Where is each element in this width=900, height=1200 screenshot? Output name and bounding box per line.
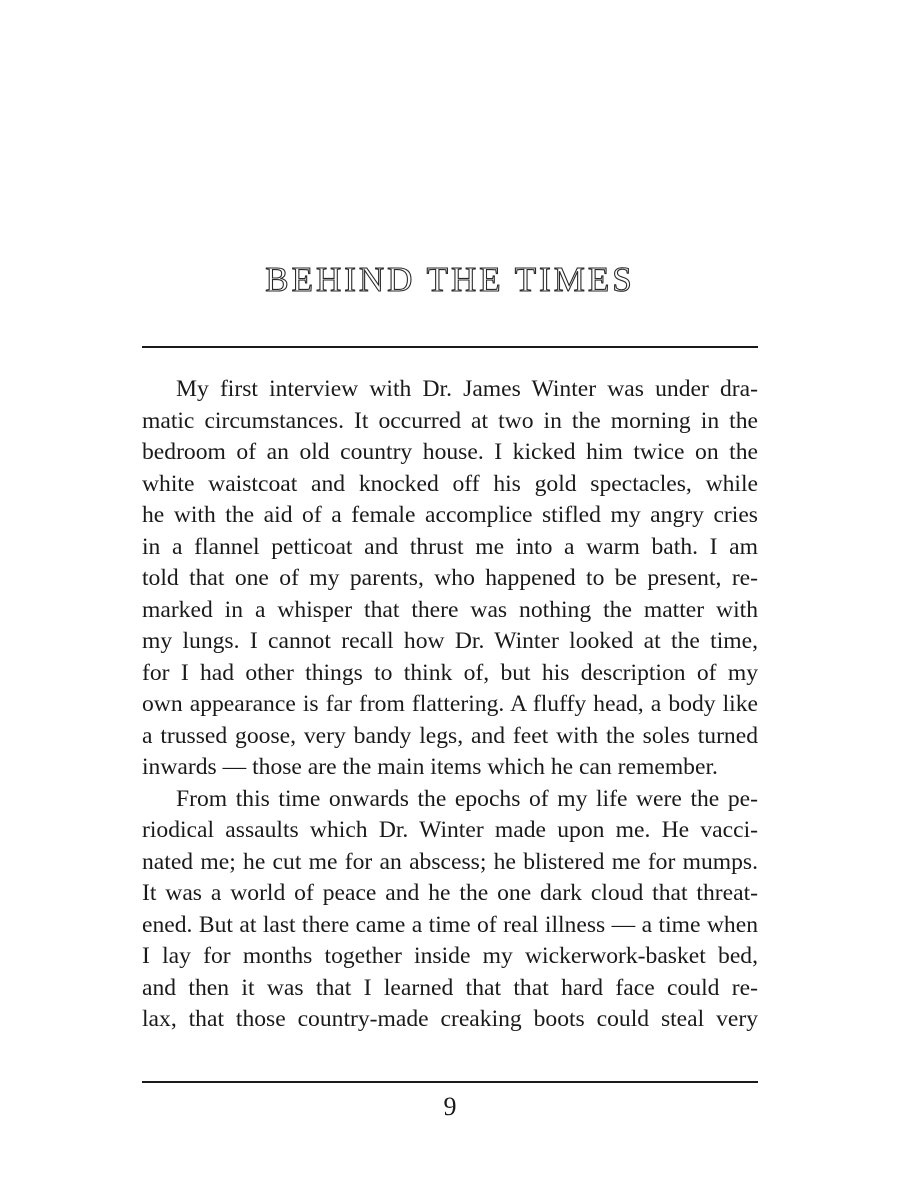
text-line: riodical assaults which Dr. Winter made upon me. He vacci- (142, 817, 758, 843)
text-line: inwards — those are the main items which he can remember. (142, 754, 718, 780)
text-line: From this time onwards the epochs of my life were the pe- (176, 785, 758, 812)
text-line: My first interview with Dr. James Winter was under dra- (176, 376, 758, 402)
text-line: It was a world of peace and he the one dark cloud that threat- (142, 880, 758, 906)
bottom-rule (142, 1081, 758, 1083)
text-line: for I had other things to think of, but his description of my (142, 659, 758, 686)
text-line: in a flannel petticoat and thrust me into a warm bath. I am (142, 533, 758, 560)
text-line: ened. But at last there came a time of real illness — a time when (142, 911, 758, 938)
text-line: my lungs. I cannot recall how Dr. Winter looked at the time, (142, 628, 758, 654)
text-line: marked in a whisper that there was nothing the matter with (142, 596, 758, 623)
text-line: white waistcoat and knocked off his gold spectacles, while (142, 470, 758, 497)
paragraph-2 (142, 784, 758, 1036)
text-line: matic circumstances. It occurred at two in the morning in the (142, 407, 758, 434)
page-number: 9 (443, 1092, 457, 1121)
body-text (142, 374, 758, 1036)
text-line: own appearance is far from flattering. A fluffy head, a body like (142, 691, 758, 717)
text-line: lax, that those country-made creaking boots could steal very (142, 1006, 758, 1032)
text-line: he with the aid of a female accomplice stifled my angry cries (142, 502, 758, 528)
text-line: bedroom of an old country house. I kicked him twice on the (142, 439, 758, 465)
text-line: nated me; he cut me for an abscess; he blistered me for mumps. (142, 848, 758, 875)
text-line: I lay for months together inside my wickerwork-basket bed, (142, 943, 758, 969)
paragraph-1 (142, 374, 758, 784)
top-rule (142, 346, 758, 348)
text-line: and then it was that I learned that that hard face could re- (142, 974, 758, 1001)
text-line: told that one of my parents, who happened to be present, re- (142, 565, 758, 591)
chapter-title: BEHIND THE TIMES (265, 260, 635, 299)
text-line: a trussed goose, very bandy legs, and feet with the soles turned (142, 722, 758, 749)
